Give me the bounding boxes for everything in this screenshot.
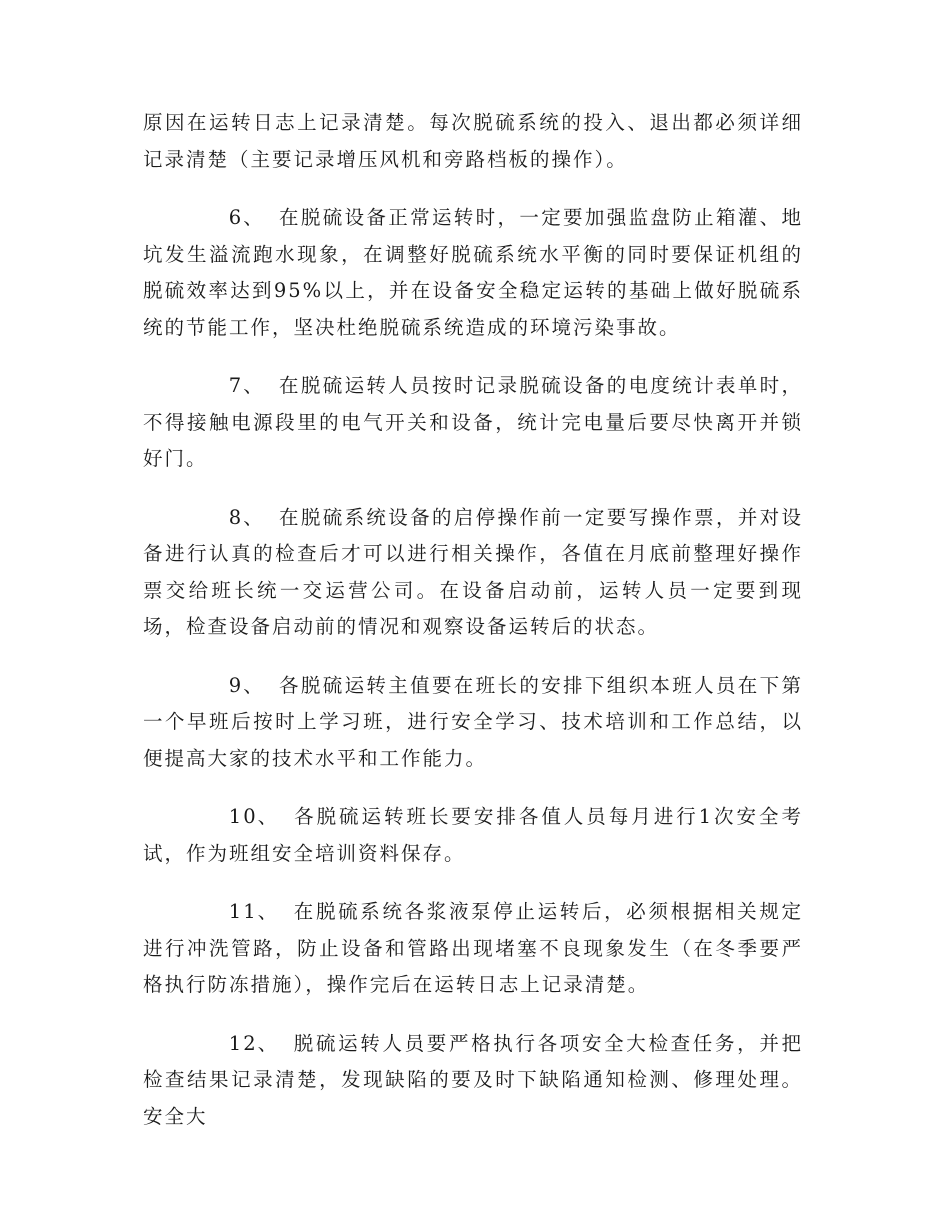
paragraph-item-8 <box>143 500 803 646</box>
paragraph-text: 在脱硫运转人员按时记录脱硫设备的电度统计表单时，不得接触电源段里的电气开关和设备，统计完电量后要尽快离开并锁好门。 <box>143 374 803 470</box>
paragraph-item-6 <box>143 200 803 346</box>
paragraph-number: 6、 <box>228 206 265 229</box>
paragraph-item-9 <box>143 668 803 778</box>
paragraph-item-10 <box>143 799 803 872</box>
paragraph-number: 9、 <box>228 673 265 697</box>
paragraph-item-7 <box>143 368 803 478</box>
paragraph-item-11 <box>143 894 803 1004</box>
paragraph-text: 脱硫运转人员要严格执行各项安全大检查任务，并把检查结果记录清楚，发现缺陷的要及时下缺陷通知检测、修理处理。安全大 <box>143 1031 803 1128</box>
paragraph-number: 10、 <box>228 805 280 828</box>
paragraph-text: 在脱硫系统各浆液泵停止运转后，必须根据相关规定进行冲洗管路，防止设备和管路出现堵塞不良现象发生（在冬季要严格执行防冻措施），操作完后在运转日志上记录清楚。 <box>143 900 803 996</box>
paragraph-text: 在脱硫系统设备的启停操作前一定要写操作票，并对设备进行认真的检查后才可以进行相关操作，各值在月底前整理好操作票交给班长统一交运营公司。在设备启动前，运转人员一定要到现场，检查设备启动前的情况和观察设备运转后的状态。 <box>143 505 803 638</box>
paragraph-text: 各脱硫运转班长要安排各值人员每月进行1次安全考试，作为班组安全培训资料保存。 <box>143 805 803 865</box>
paragraph-continued <box>143 105 803 178</box>
paragraph-text: 各脱硫运转主值要在班长的安排下组织本班人员在下第一个早班后按时上学习班，进行安全学习、技术培训和工作总结，以便提高大家的技术水平和工作能力。 <box>143 673 803 770</box>
paragraph-text: 在脱硫设备正常运转时，一定要加强监盘防止箱灌、地坑发生溢流跑水现象，在调整好脱硫系统水平衡的同时要保证机组的脱硫效率达到95%以上，并在设备安全稳定运转的基础上做好脱硫系统的节能工作，坚决杜绝脱硫系统造成的环境污染事故。 <box>143 206 803 339</box>
paragraph-number: 7、 <box>228 374 265 397</box>
paragraph-item-12 <box>143 1026 803 1136</box>
paragraph-text: 原因在运转日志上记录清楚。每次脱硫系统的投入、退出都必须详细记录清楚（主要记录增压风机和旁路档板的操作）。 <box>143 111 803 171</box>
paragraph-number: 11、 <box>228 900 280 923</box>
paragraph-number: 12、 <box>228 1031 280 1055</box>
paragraph-number: 8、 <box>228 505 265 529</box>
document-body <box>143 105 803 1157</box>
